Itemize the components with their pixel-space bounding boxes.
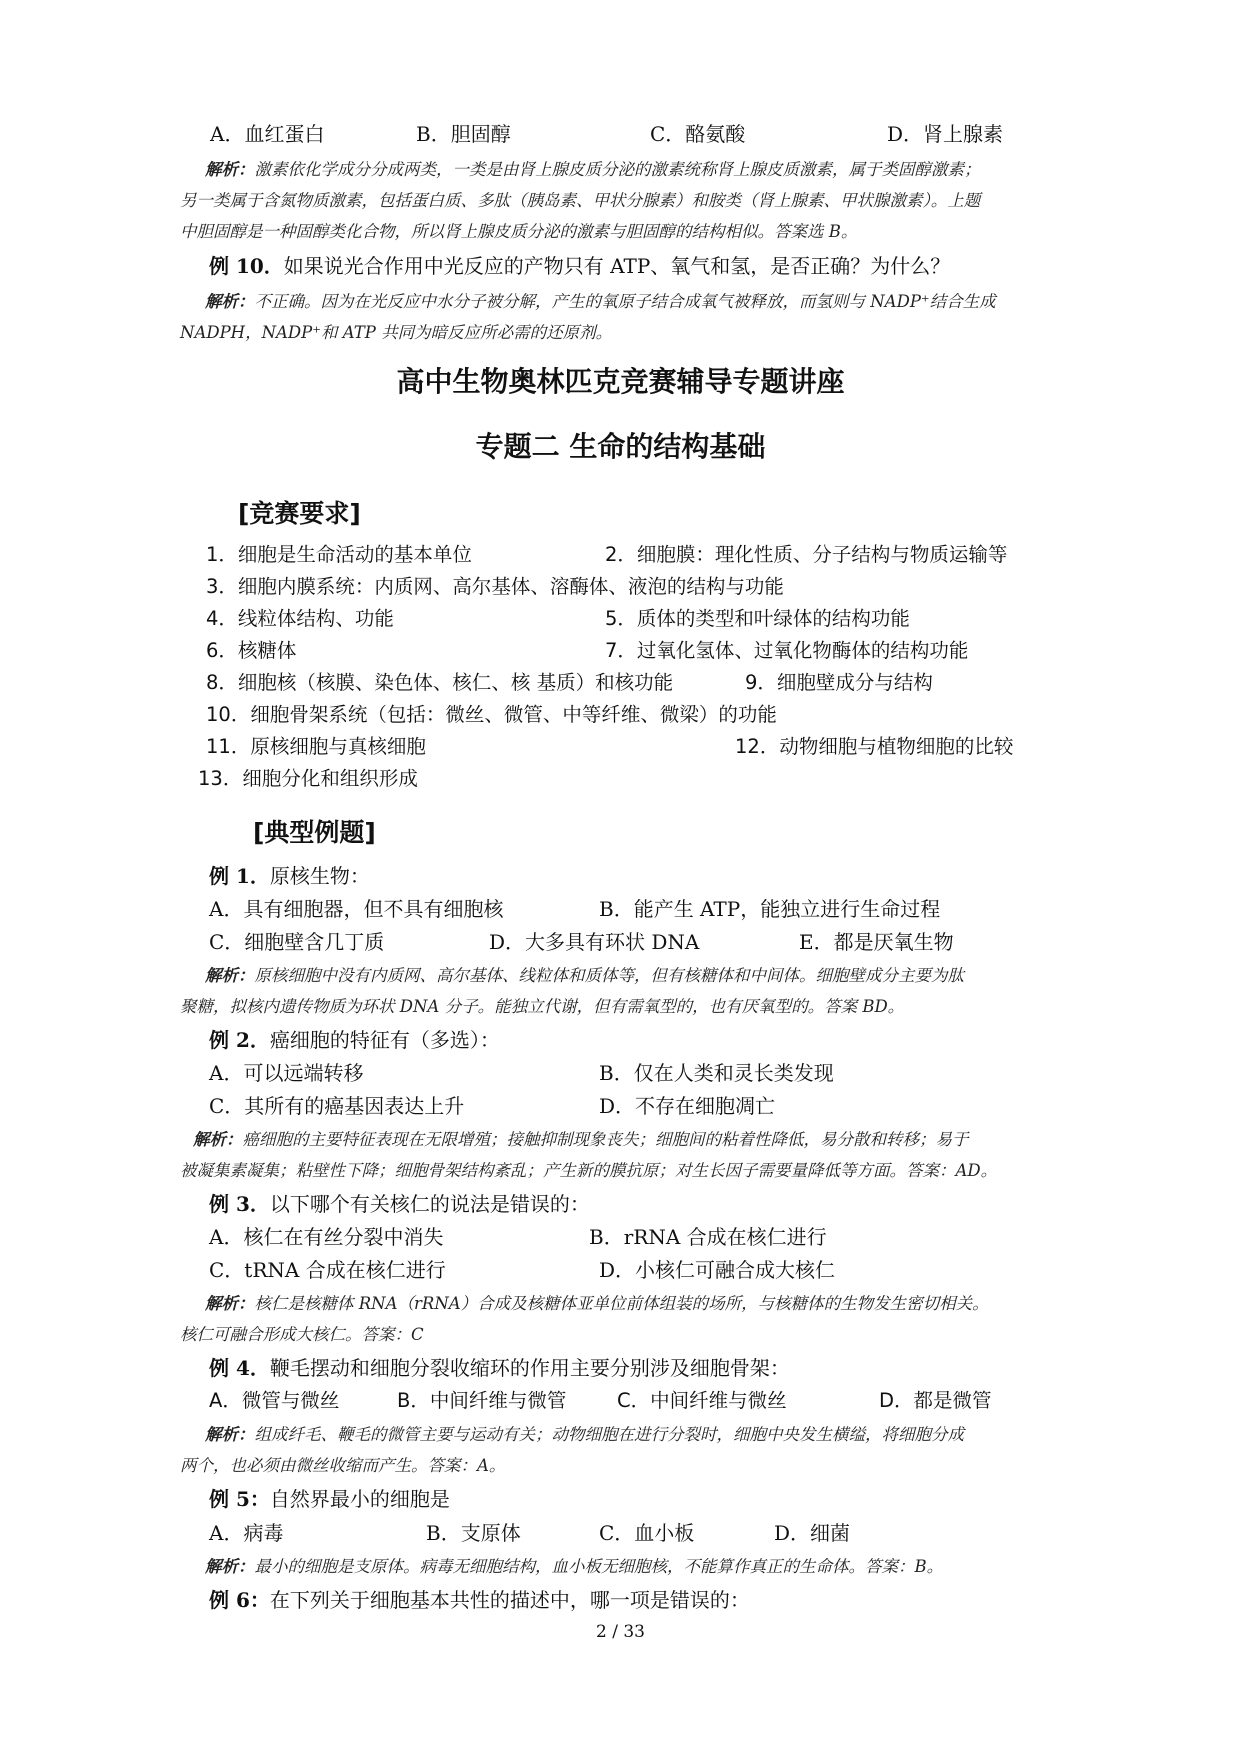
analysis-line: 两个，也必须由微丝收缩而产生。答案：A。: [180, 1456, 506, 1475]
analysis-label: 解析：: [205, 1425, 255, 1444]
example-6: 例 6：在下列关于细胞基本共性的描述中，哪一项是错误的：: [209, 1588, 750, 1612]
analysis-line: 解析：激素依化学成分分成两类，一类是由肾上腺皮质分泌的激素统称肾上腺皮质激素，属于类固醇激素；: [205, 160, 981, 179]
option-c: C．细胞壁含几丁质: [209, 930, 385, 954]
requirement-item: 5．质体的类型和叶绿体的结构功能: [605, 607, 910, 630]
option-d: D．大多具有环状 DNA: [489, 930, 700, 954]
analysis-label: 解析：: [205, 292, 255, 311]
analysis-line: 解析：不正确。因为在光反应中水分子被分解，产生的氧原子结合成氧气被释放，而氢则与 NADP⁺结合生成: [205, 292, 996, 311]
option-c: C．酪氨酸: [650, 122, 746, 146]
analysis-label: 解析：: [205, 1557, 255, 1576]
requirement-item: 4．线粒体结构、功能: [206, 607, 394, 630]
analysis-line: 中胆固醇是一种固醇类化合物，所以肾上腺皮质分泌的激素与胆固醇的结构相似。答案选 B。: [180, 222, 858, 241]
example-1: 例 1．原核生物：: [209, 864, 370, 888]
analysis-label: 解析：: [205, 966, 255, 985]
section-heading-requirements: [竞赛要求]: [238, 499, 361, 528]
option-a: A．病毒: [209, 1521, 284, 1545]
analysis-line: 聚糖，拟核内遗传物质为环状 DNA 分子。能独立代谢，但有需氧型的，也有厌氧型的。答案 BD。: [180, 997, 905, 1016]
requirement-item: 1．细胞是生命活动的基本单位: [206, 543, 472, 566]
example-label: 例 5：: [209, 1487, 270, 1511]
option-d: D．小核仁可融合成大核仁: [599, 1258, 836, 1282]
option-b: B．胆固醇: [416, 122, 511, 146]
requirement-item: 13．细胞分化和组织形成: [198, 767, 418, 790]
option-d: D．都是微管: [879, 1389, 992, 1412]
requirement-item: 8．细胞核（核膜、染色体、核仁、核 基质）和核功能: [206, 671, 674, 694]
example-label: 例 6：: [209, 1588, 270, 1612]
requirement-item: 11．原核细胞与真核细胞: [206, 735, 426, 758]
option-a: A．血红蛋白: [210, 122, 325, 146]
analysis-line: 被凝集素凝集；粘壁性下降；细胞骨架结构紊乱；产生新的膜抗原；对生长因子需要量降低等方面。答案：AD。: [180, 1161, 998, 1180]
analysis-line: 核仁可融合形成大核仁。答案：C: [180, 1325, 424, 1344]
example-label: 例 4．: [209, 1356, 270, 1380]
requirement-item: 2．细胞膜：理化性质、分子结构与物质运输等: [605, 543, 1008, 566]
example-label: 例 10．: [209, 254, 284, 278]
section-heading-examples: [典型例题]: [253, 818, 376, 847]
example-label: 例 1．: [209, 864, 270, 888]
requirement-item: 3．细胞内膜系统：内质网、高尔基体、溶酶体、液泡的结构与功能: [206, 575, 784, 598]
option-c: C．其所有的癌基因表达上升: [209, 1094, 465, 1118]
option-d: D．细菌: [774, 1521, 851, 1545]
requirement-item: 7．过氧化氢体、过氧化物酶体的结构功能: [605, 639, 969, 662]
option-b: B．rRNA 合成在核仁进行: [589, 1225, 827, 1249]
page-number: 2 / 33: [596, 1622, 645, 1642]
option-e: E．都是厌氧生物: [799, 930, 954, 954]
option-c: C．血小板: [599, 1521, 695, 1545]
analysis-line: 解析：组成纤毛、鞭毛的微管主要与运动有关；动物细胞在进行分裂时，细胞中央发生横缢，将细胞分成: [205, 1425, 964, 1444]
analysis-line: 解析：核仁是核糖体 RNA（rRNA）合成及核糖体亚单位前体组装的场所，与核糖体的生物发生密切相关。: [205, 1294, 989, 1313]
requirement-item: 9．细胞壁成分与结构: [745, 671, 933, 694]
option-c: C．tRNA 合成在核仁进行: [209, 1258, 446, 1282]
requirement-item: 6．核糖体: [206, 639, 297, 662]
option-b: B．仅在人类和灵长类发现: [599, 1061, 834, 1085]
analysis-line: 另一类属于含氮物质激素，包括蛋白质、多肽（胰岛素、甲状分腺素）和胺类（肾上腺素、甲状腺激素）。上题: [180, 191, 981, 210]
option-a: A．具有细胞器，但不具有细胞核: [209, 897, 504, 921]
analysis-label: 解析：: [205, 1294, 255, 1313]
page-title: 高中生物奥林匹克竞赛辅导专题讲座: [396, 365, 845, 398]
analysis-line: 解析：癌细胞的主要特征表现在无限增殖；接触抑制现象丧失；细胞间的粘着性降低，易分散和转移；易于: [193, 1130, 969, 1149]
option-b: B．支原体: [426, 1521, 521, 1545]
option-a: A．可以远端转移: [209, 1061, 364, 1085]
option-d: D．不存在细胞凋亡: [599, 1094, 776, 1118]
analysis-label: 解析：: [193, 1130, 243, 1149]
page-subtitle: 专题二 生命的结构基础: [475, 430, 766, 463]
analysis-label: 解析：: [205, 160, 255, 179]
example-label: 例 3．: [209, 1192, 270, 1216]
option-d: D．肾上腺素: [887, 122, 1004, 146]
example-4: 例 4．鞭毛摆动和细胞分裂收缩环的作用主要分别涉及细胞骨架：: [209, 1356, 790, 1380]
analysis-line: NADPH，NADP⁺和 ATP 共同为暗反应所必需的还原剂。: [180, 323, 613, 342]
analysis-line: 解析：最小的细胞是支原体。病毒无细胞结构，血小板无细胞核，不能算作真正的生命体。答案：B。: [205, 1557, 944, 1576]
example-10: 例 10．如果说光合作用中光反应的产物只有 ATP、氧气和氢，是否正确？为什么？: [209, 254, 951, 278]
example-label: 例 2．: [209, 1028, 270, 1052]
example-2: 例 2．癌细胞的特征有（多选）：: [209, 1028, 500, 1052]
option-b: B．能产生 ATP，能独立进行生命过程: [599, 897, 941, 921]
option-a: A．核仁在有丝分裂中消失: [209, 1225, 444, 1249]
option-b: B．中间纤维与微管: [397, 1389, 567, 1412]
analysis-line: 解析：原核细胞中没有内质网、高尔基体、线粒体和质体等，但有核糖体和中间体。细胞壁成分主要为肽: [205, 966, 964, 985]
example-3: 例 3．以下哪个有关核仁的说法是错误的：: [209, 1192, 590, 1216]
example-5: 例 5：自然界最小的细胞是: [209, 1487, 450, 1511]
requirement-item: 10．细胞骨架系统（包括：微丝、微管、中等纤维、微梁）的功能: [206, 703, 777, 726]
requirement-item: 12．动物细胞与植物细胞的比较: [735, 735, 1014, 758]
option-c: C．中间纤维与微丝: [617, 1389, 787, 1412]
option-a: A．微管与微丝: [209, 1389, 340, 1412]
